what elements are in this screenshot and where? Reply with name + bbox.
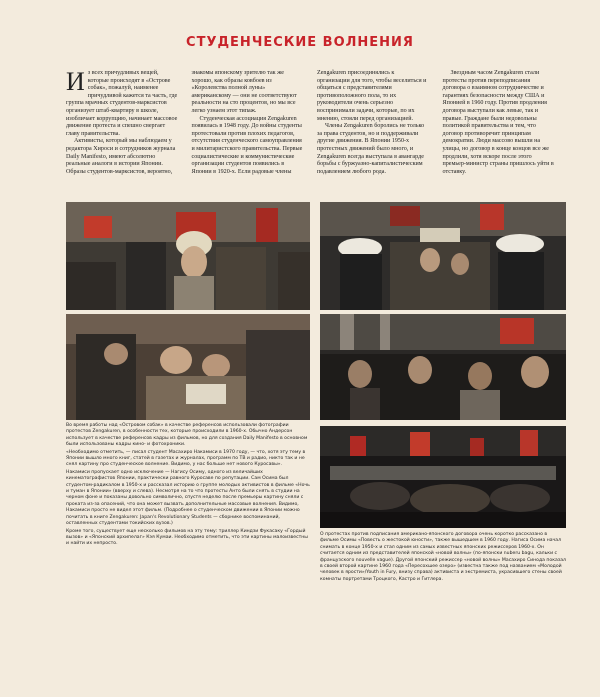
photo-protest-helmet-image — [66, 202, 310, 310]
caption-paragraph: Во время работы над «Островом собак» в качестве референсов использовали фотографии протестов Zengakuren, в особенности тех, которые происходили в 1960-х. Обычно Андерсон использует в качестве референсов кадры из фильмов, но для создания Daily Manifesto в основном были использованы кадры кино- и фотохроники. — [66, 423, 308, 448]
photo-police-crowd-image — [320, 202, 566, 310]
caption-paragraph: Кроме того, существует еще несколько фильмов на эту тему: триллер Киндзи Фукасаку «Гордый вызов» и «Японский архипелаг» Кэя Кумаи. Необходимо отметить, что эти картины малоизвестны и найти их непросто. — [66, 528, 308, 547]
photo-police-crowd — [320, 202, 566, 310]
caption-left — [66, 423, 310, 549]
article-paragraph: Студенческая ассоциация Zengakuren появилась в 1948 году. До войны студенты протестовали против плохих педагогов, отсутствия студенческого самоуправления и милитаристского правительства. Первые социалистические и коммунистические организации студентов появились в Японии в 1920-х. Если радовые члены Zengakuren присоединялись к организации для того, чтобы веселиться и общаться с представителями противоположного пола, то их руководители очень серьезно воспринимали задачи, которые, по их мнению, стояли перед организацией. — [191, 70, 427, 175]
article-body — [66, 67, 554, 200]
photo-night-demonstration-image — [320, 426, 566, 528]
caption-right — [320, 532, 566, 584]
photo-night-demonstration — [320, 426, 566, 528]
photo-protest-helmet — [66, 202, 310, 310]
caption-paragraph: «Необходимо отметить, — писал студент Масахиро Накамиси в 1970 году, — что, хотя эту тему в Японии вышло много книг, статей в газетах и журналах, программ по ТВ и радио, никто так и не снял картину про студенческое волнение. Видимо, у нас больше нет нового Куросавы». — [66, 449, 306, 468]
article-paragraph: Из всех причудливых вещей, которые происходят в «Острове собак», пожалуй, наименее причудливой кажется та часть, где группа мрачных студентов-марксистов организует штаб-квартиру в школе, изобличает коррупцию, начинает массовое движение протеста и спешно свергает главу правительства. — [66, 67, 178, 137]
article-paragraph: Звездным часом Zengakuren стали протесты против переподписания договора о взаимном сотрудничестве и гарантиях безопасности между США и Японией в 1960 году. Против продления договора выступали как левые, так и правые. Граждане были недовольны политикой правительства и тем, что договор противоречит принципам демократии. Люди массово вышли на улицы, но договор в конце концов все же продлили, хотя вскоре после этого премьер-министр страны пришлось уйти в отставку. — [442, 70, 554, 175]
caption-paragraph: Накамиси пропускает одно исключение — Нагису Осиму, одного из величайших кинематографистов Японии, практически равного Куросаве по репутации. Сам Осима был студентом-радикалом в 1950-х и рассказал историю о группе молодых активистов в фильме «Ночь и туман в Японии» (вверху и слева). Несмотря на то что протесты Анто были снять в студии на черном фоне и показаны довольно символично, спустя неделю после премьеры картину сняли с проката из-за опасений, что она может вызвать дополнительные массовые волнения. Видимо, Накамиси просто не видел этот фильм. (Подробнее о студенческом движении в Японии можно почитать в книге Zengakuren: Japan's Revolutionary Students — сборнике воспоминаний, оставленных студентами токийских вузов.) — [66, 469, 310, 527]
photo-street-crowd-image — [320, 314, 566, 420]
photo-wounded-students — [66, 314, 310, 420]
photo-street-crowd — [320, 314, 566, 420]
photo-wounded-students-image — [66, 314, 310, 420]
drop-cap: И — [66, 67, 85, 96]
article-paragraph: Члены Zengakuren боролись не только за права студентов, но и поддерживали другие движения. В Японии 1950-х протестных движений было много, и Zengakuren всегда выступала в авангарде борьбы с буржуазно-капиталистическим подавлением любого рода. — [317, 123, 425, 175]
page-title: СТУДЕНЧЕСКИЕ ВОЛНЕНИЯ — [186, 35, 414, 50]
article-paragraph: Активисты, который мы наблюдаем у редактора Хироси и сотрудников журнала Daily Manifesto, имеют абсолютно реальные аналоги в истории Японии. Образы студентов-марксистов, вероятно, знакомы японскому зрителю так же хорошо, как образы ковбоев из «Королевства полной луны» американскому — они не соответствуют реальности на сто процентов, но мы все легко узнаем этот типаж. — [66, 70, 297, 175]
caption-paragraph: О протестах против подписания американо-японского договора очень коротко рассказано в фильме Осимы «Повесть о жестокой юности», также вышедшем в 1960 году. Нагиса Осима начал снимать в конце 1950-х и стал одним из самых известных японских режиссеров 1960-х. Он считается одним из представителей японской «новой волны» (по-японски nuberu bagu, кальки с французского nouvelle vague). Другой японский режиссер «новой волны» Масахиро Синода показал в своей второй картине 1960 года «Пересохшее озеро» (известна также под названием «Молодой человек в ярости»/Youth in Fury, внизу справа) активиста и экстремиста, украсившего стены своей комнаты портретами Троцкого, Кастро и Гитлера. — [320, 532, 566, 582]
